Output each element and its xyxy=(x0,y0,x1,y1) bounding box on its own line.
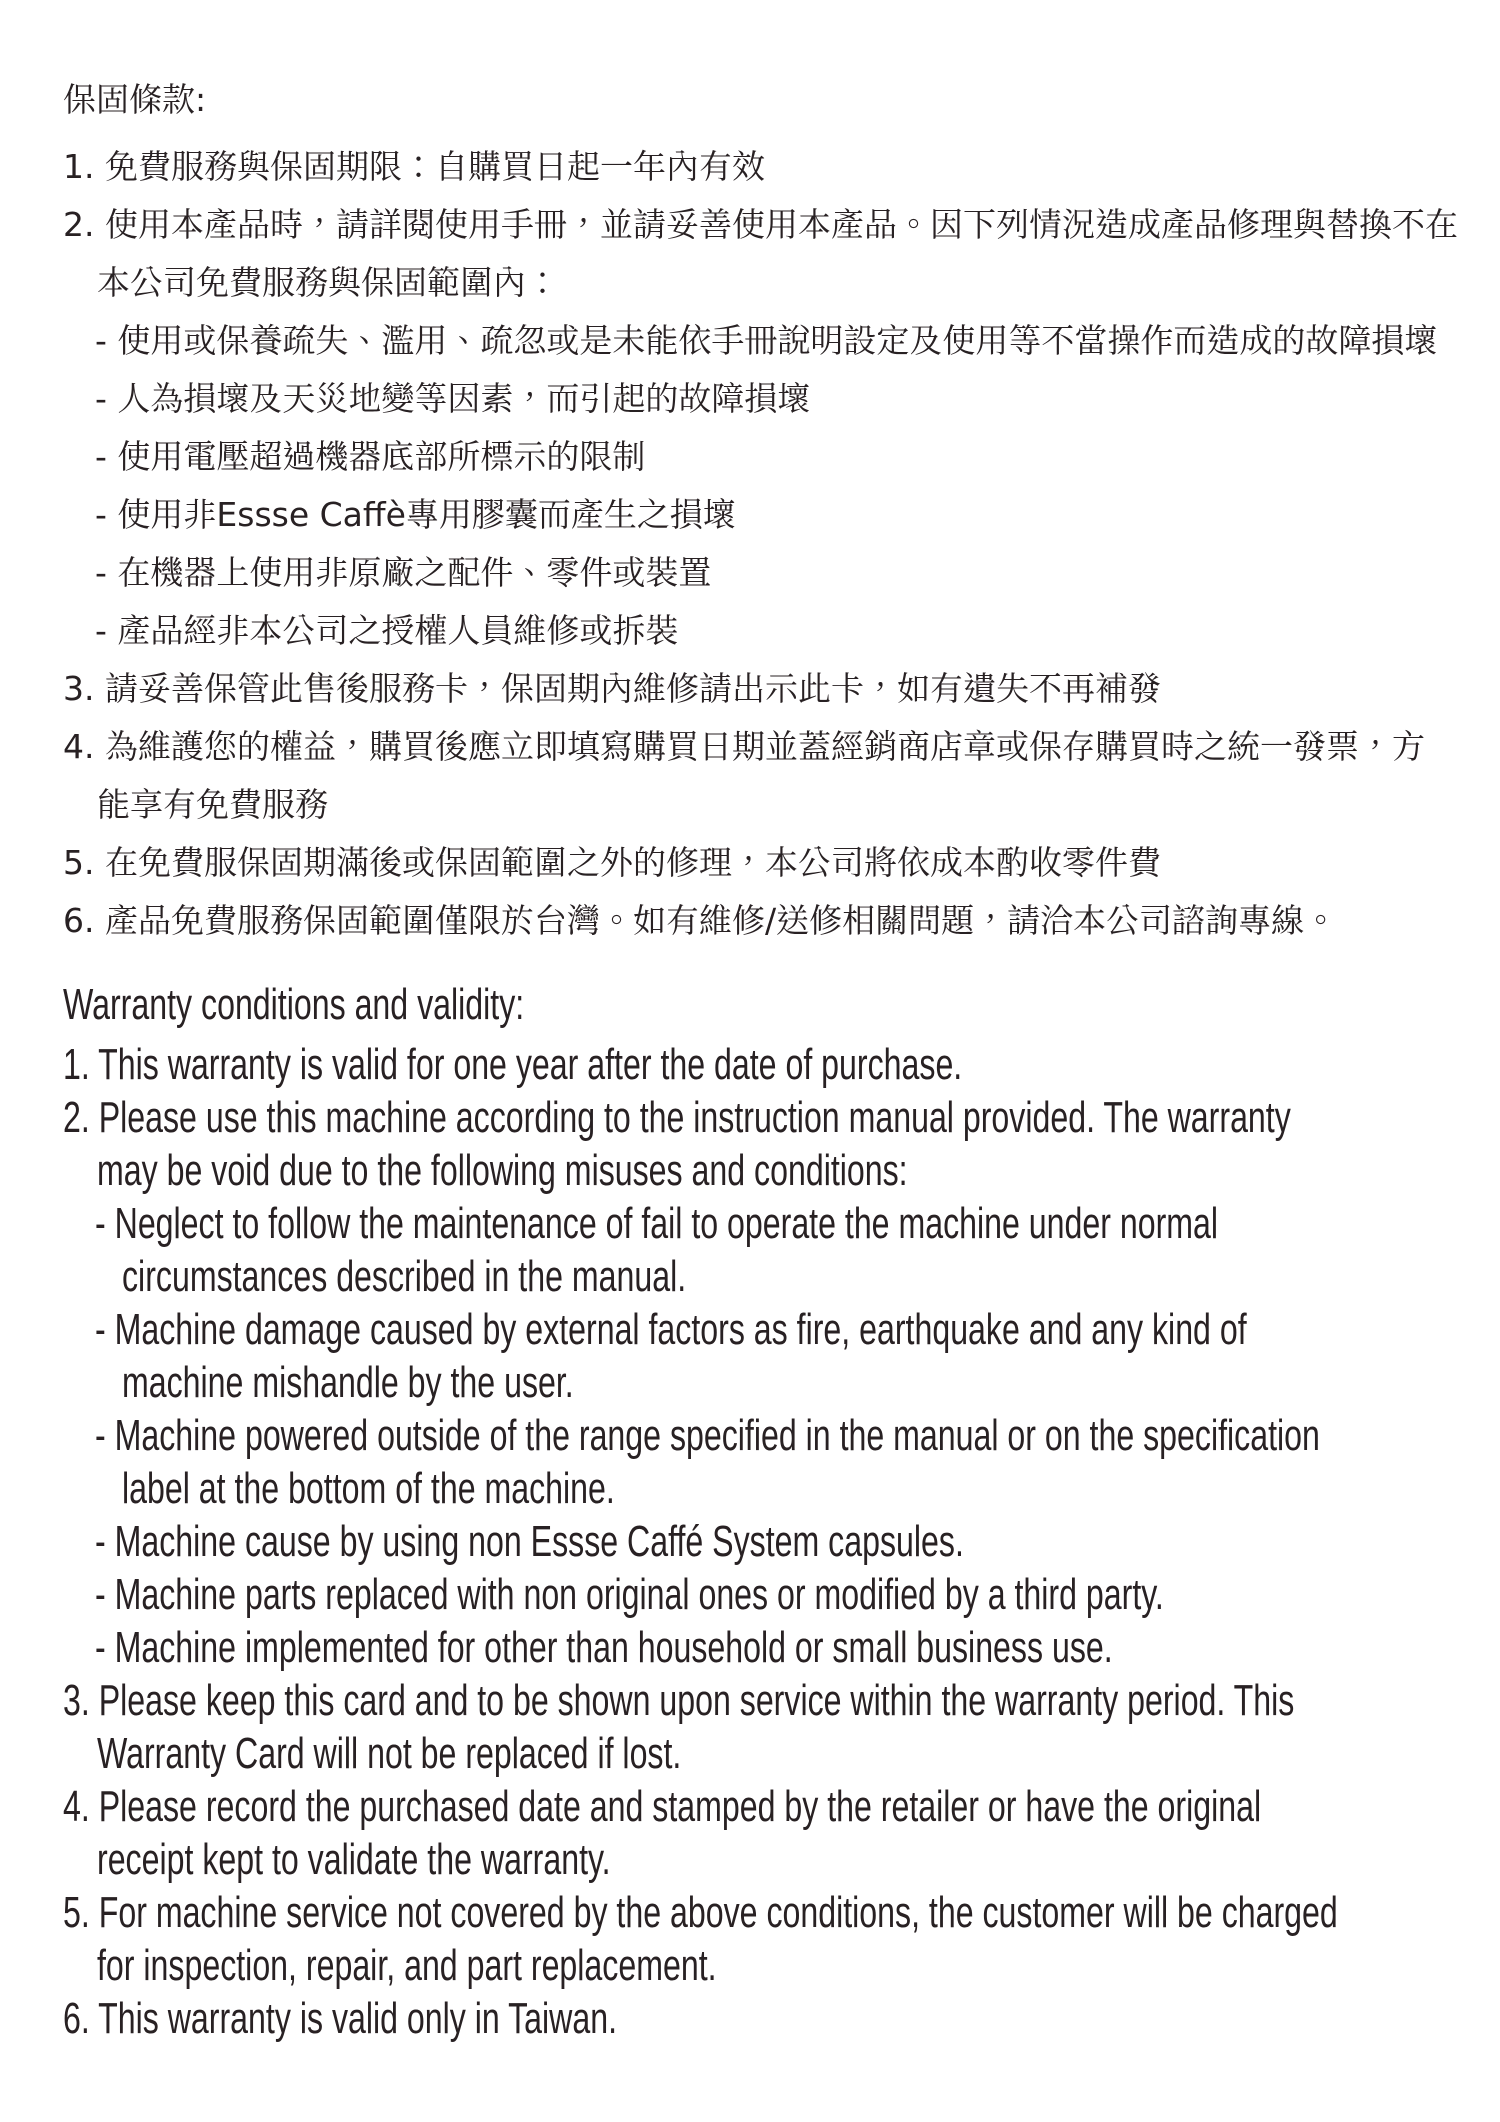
en-item-2-subitem-1-line-2: circumstances described in the manual. xyxy=(122,1252,687,1301)
zh-item-2-line-1: 2. 使用本產品時，請詳閱使用手冊，並請妥善使用本產品。因下列情況造成產品修理與替換不在 xyxy=(63,205,1458,244)
zh-item-6: 6. 產品免費服務保固範圍僅限於台灣。如有維修/送修相關問題，請洽本公司諮詢專線。 xyxy=(63,901,1338,940)
en-item-3-line-1: 3. Please keep this card and to be shown upon service within the warranty period. This xyxy=(63,1676,1295,1725)
en-item-1: 1. This warranty is valid for one year after the date of purchase. xyxy=(63,1040,963,1089)
en-item-4-line-1: 4. Please record the purchased date and stamped by the retailer or have the original xyxy=(63,1782,1262,1831)
zh-item-2-subitem-3: - 使用電壓超過機器底部所標示的限制 xyxy=(95,437,646,476)
zh-item-2-subitem-5: - 在機器上使用非原廠之配件、零件或裝置 xyxy=(95,553,712,592)
zh-item-5: 5. 在免費服保固期滿後或保固範圍之外的修理，本公司將依成本酌收零件費 xyxy=(63,843,1161,882)
en-item-2-subitem-2-line-2: machine mishandle by the user. xyxy=(122,1358,574,1407)
en-item-2-subitem-1-line-1: - Neglect to follow the maintenance of fail to operate the machine under normal xyxy=(95,1199,1219,1248)
en-item-3-line-2: Warranty Card will not be replaced if lost. xyxy=(97,1729,682,1778)
en-item-2-subitem-3-line-2: label at the bottom of the machine. xyxy=(122,1464,615,1513)
en-item-2-subitem-6: - Machine implemented for other than household or small business use. xyxy=(95,1623,1113,1672)
en-item-2-subitem-4: - Machine cause by using non Essse Caffé System capsules. xyxy=(95,1517,964,1566)
en-item-4-line-2: receipt kept to validate the warranty. xyxy=(97,1835,611,1884)
en-item-2-line-2: may be void due to the following misuses and conditions: xyxy=(97,1146,908,1195)
en-item-2-subitem-5: - Machine parts replaced with non original ones or modified by a third party. xyxy=(95,1570,1164,1619)
english-warranty-section xyxy=(63,978,1470,2045)
en-item-5-line-1: 5. For machine service not covered by the above conditions, the customer will be charged xyxy=(63,1888,1338,1937)
zh-item-2-subitem-1: - 使用或保養疏失、濫用、疏忽或是未能依手冊說明設定及使用等不當操作而造成的故障損壞 xyxy=(95,321,1438,360)
en-item-2-line-1: 2. Please use this machine according to the instruction manual provided. The warranty xyxy=(63,1093,1291,1142)
en-item-6: 6. This warranty is valid only in Taiwan. xyxy=(63,1994,618,2043)
chinese-warranty-section xyxy=(63,71,1470,950)
zh-item-2-line-2: 本公司免費服務與保固範圍內： xyxy=(97,263,559,302)
en-item-2-subitem-3-line-1: - Machine powered outside of the range specified in the manual or on the specification xyxy=(95,1411,1320,1460)
en-item-5-line-2: for inspection, repair, and part replacement. xyxy=(97,1941,717,1990)
zh-item-4-line-2: 能享有免費服務 xyxy=(97,785,328,824)
zh-item-1: 1. 免費服務與保固期限：自購買日起一年內有效 xyxy=(63,147,765,186)
zh-item-4-line-1: 4. 為維護您的權益，購買後應立即填寫購買日期並蓋經銷商店章或保存購買時之統一發票，方 xyxy=(63,727,1425,766)
zh-heading: 保固條款: xyxy=(63,80,207,119)
en-item-2-subitem-2-line-1: - Machine damage caused by external factors as fire, earthquake and any kind of xyxy=(95,1305,1247,1354)
en-heading: Warranty conditions and validity: xyxy=(63,980,525,1029)
zh-item-2-subitem-2: - 人為損壞及天災地變等因素，而引起的故障損壞 xyxy=(95,379,811,418)
zh-item-3: 3. 請妥善保管此售後服務卡，保固期內維修請出示此卡，如有遺失不再補發 xyxy=(63,669,1161,708)
zh-item-2-subitem-6: - 產品經非本公司之授權人員維修或拆裝 xyxy=(95,611,679,650)
zh-item-2-subitem-4: - 使用非Essse Caffè專用膠囊而產生之損壞 xyxy=(95,495,736,534)
